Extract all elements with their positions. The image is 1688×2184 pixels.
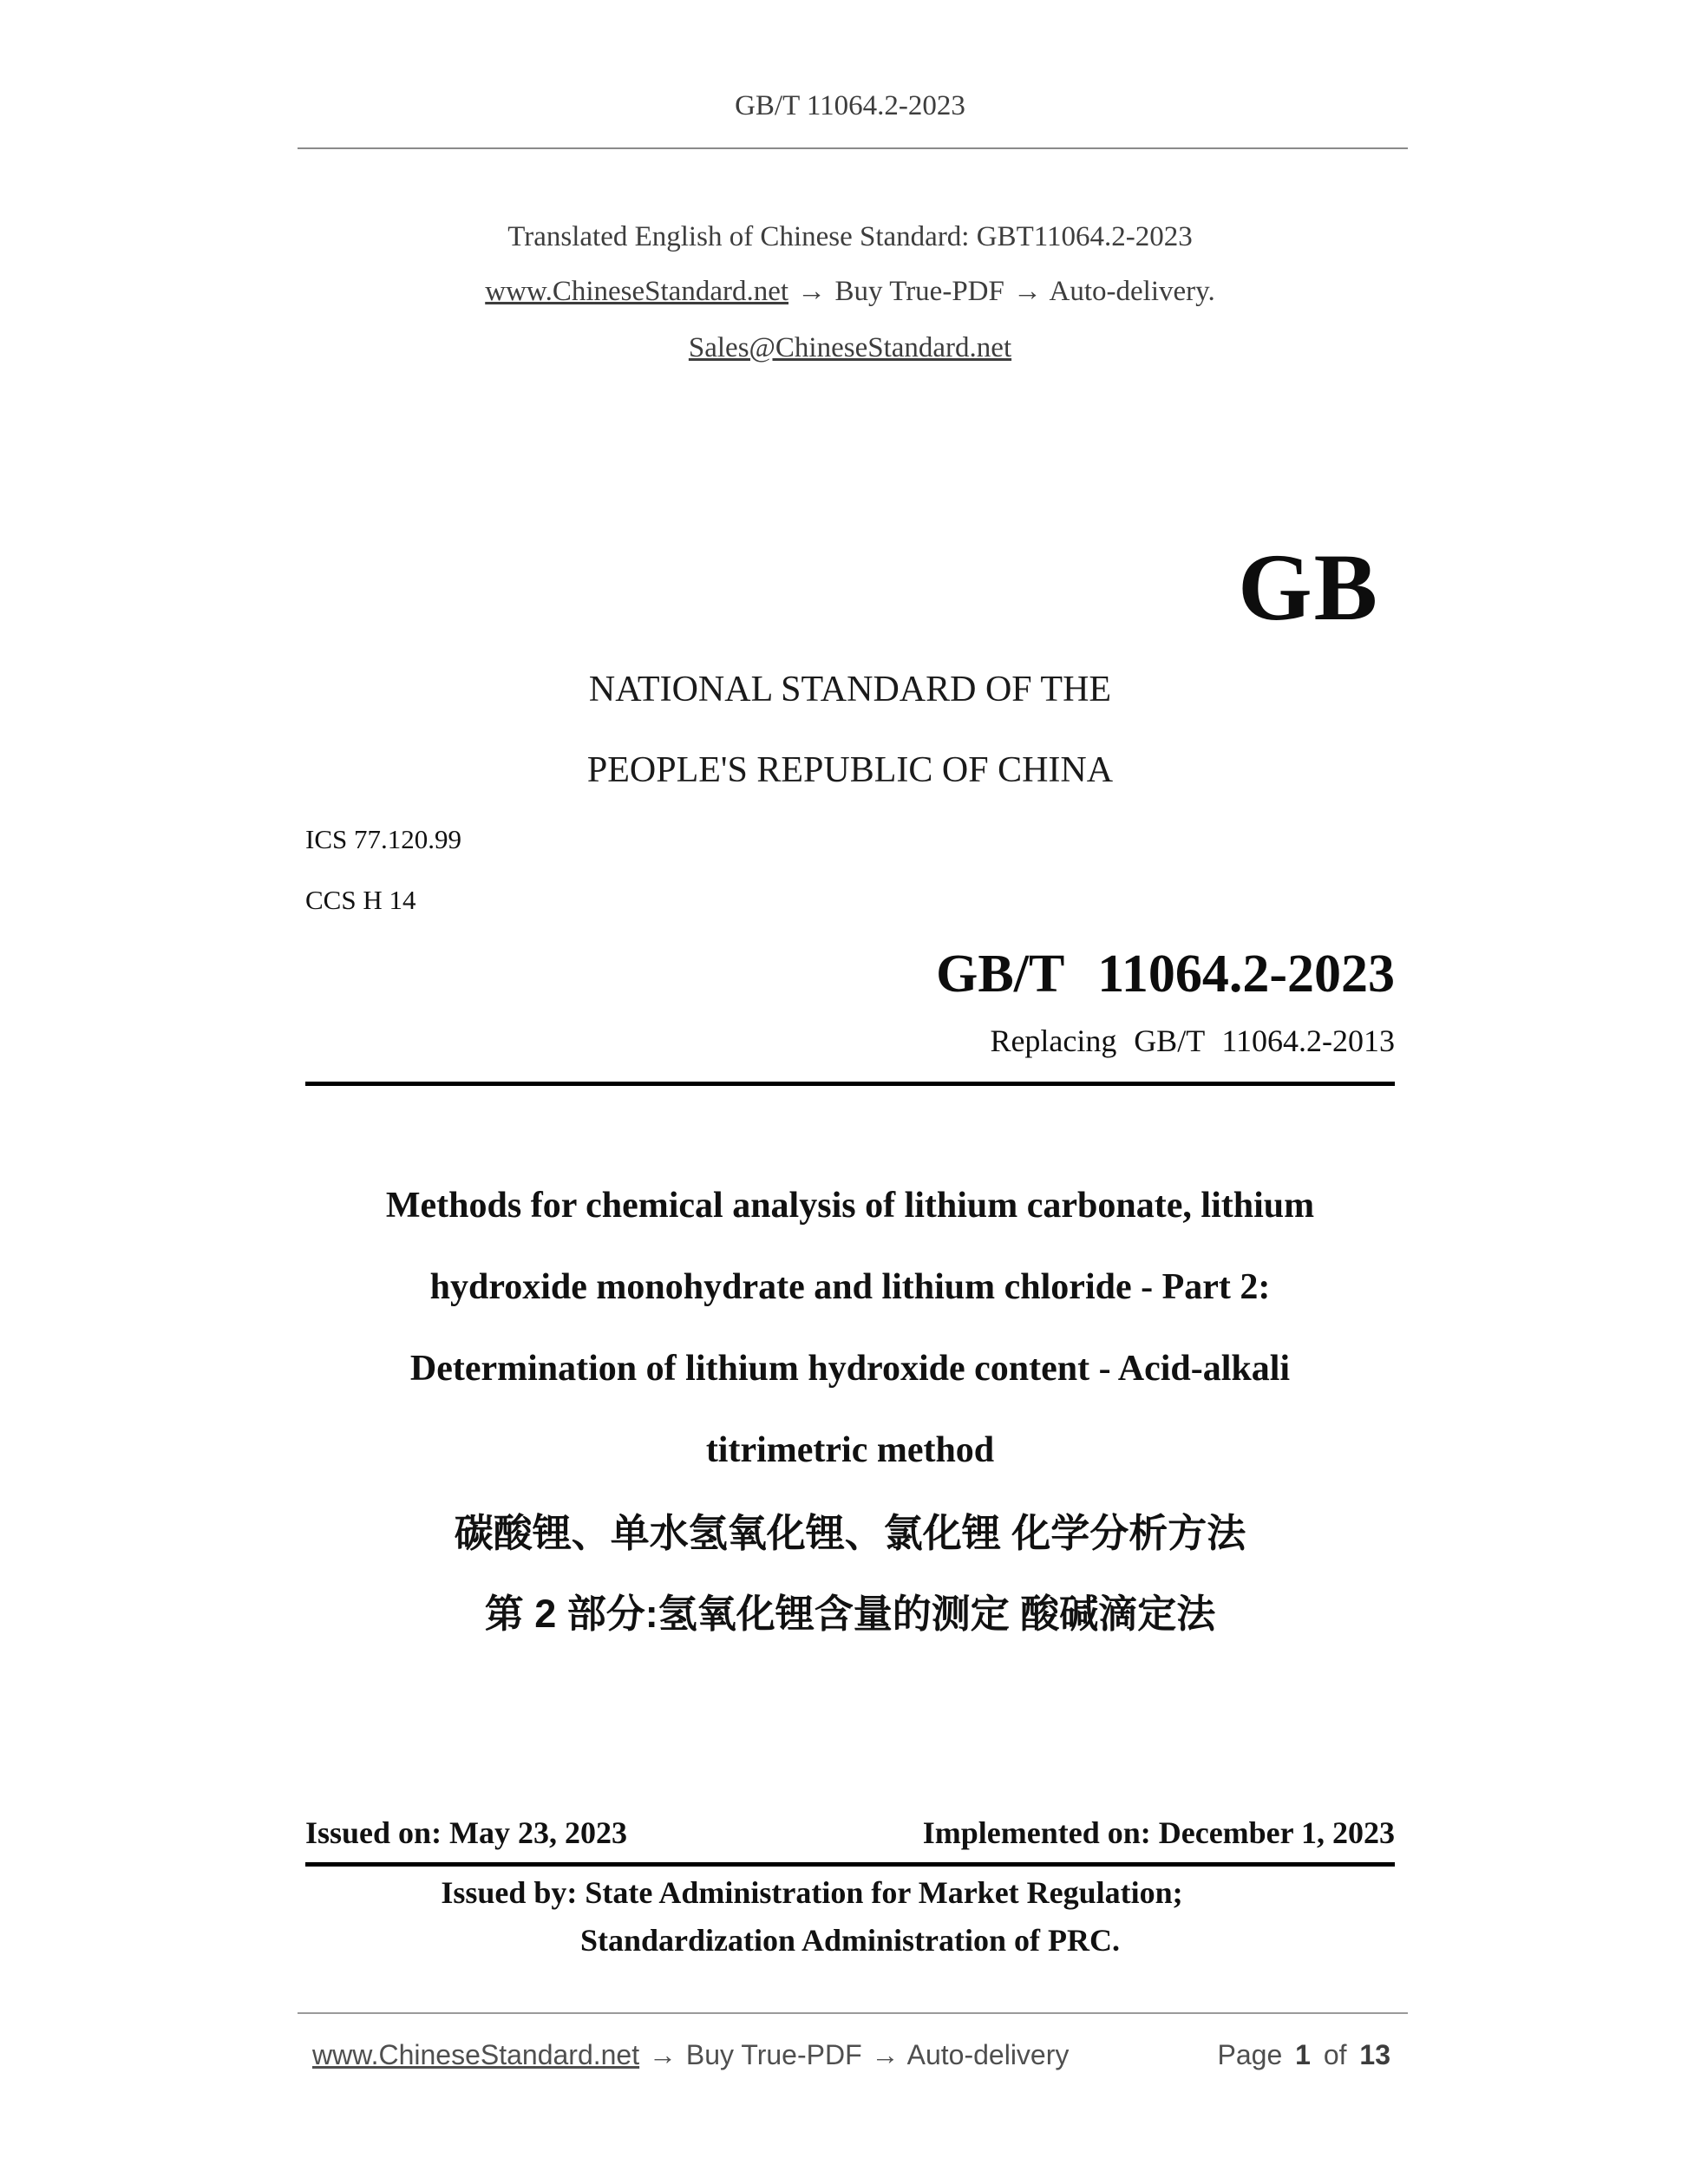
buy-true-pdf-text: Buy True-PDF — [834, 276, 1004, 307]
site-link[interactable]: www.ChineseStandard.net — [485, 276, 789, 307]
replacing-note: Replacing GB/T 11064.2-2013 — [990, 1023, 1395, 1058]
right-arrow-icon: → — [649, 2039, 677, 2070]
footer-site-link[interactable]: www.ChineseStandard.net — [312, 2039, 640, 2070]
title-line: titrimetric method — [705, 1430, 995, 1470]
title-zh-line: 第 2 部分:氢氧化锂含量的测定 酸碱滴定法 — [484, 1592, 1216, 1636]
title-line: hydroxide monohydrate and lithium chloride - Part 2: — [429, 1267, 1271, 1307]
total-page-number: 13 — [1359, 2039, 1390, 2070]
ccs-code: CCS H 14 — [305, 885, 416, 915]
issued-by-line1: Issued by: State Administration for Market Regulation; — [441, 1875, 1183, 1910]
gb-logo: GB — [1238, 534, 1379, 640]
masthead-rule — [305, 1082, 1395, 1086]
translated-line: Translated English of Chinese Standard: GBT11064.2-2023 — [507, 221, 1193, 252]
title-zh-line: 碳酸锂、单水氢氧化锂、氯化锂 化学分析方法 — [454, 1511, 1246, 1555]
title-english — [305, 1165, 1395, 1491]
implemented-on-date: Implemented on: December 1, 2023 — [922, 1815, 1395, 1850]
title-chinese — [305, 1493, 1395, 1654]
sales-email-link[interactable]: Sales@ChineseStandard.net — [688, 332, 1012, 363]
issue-rule — [305, 1862, 1395, 1867]
page-header-doc-code: GB/T 11064.2-2023 — [735, 90, 965, 121]
standard-number: GB/T 11064.2-2023 — [936, 945, 1395, 1004]
issued-on-date: Issued on: May 23, 2023 — [305, 1815, 628, 1850]
issued-by-line2: Standardization Administration of PRC. — [579, 1923, 1121, 1958]
page-indicator — [305, 2040, 1390, 2070]
auto-delivery-text: Auto-delivery. — [1049, 276, 1215, 307]
right-arrow-icon: → — [797, 276, 827, 307]
right-arrow-icon: → — [1013, 276, 1043, 307]
right-arrow-icon: → — [871, 2039, 900, 2070]
footer-rule — [298, 2012, 1408, 2014]
national-standard-line1: NATIONAL STANDARD OF THE — [588, 670, 1112, 709]
ics-code: ICS 77.120.99 — [305, 824, 461, 854]
buy-link-line — [305, 276, 1395, 307]
of-label: of — [1323, 2039, 1347, 2070]
title-line: Determination of lithium hydroxide content - Acid-alkali — [409, 1349, 1291, 1389]
title-line: Methods for chemical analysis of lithium carbonate, lithium — [385, 1186, 1315, 1226]
page-label: Page — [1217, 2039, 1283, 2070]
header-rule — [298, 147, 1408, 149]
footer-buy-true-pdf-text: Buy True-PDF — [685, 2039, 862, 2070]
email-line — [305, 332, 1395, 363]
footer-auto-delivery-text: Auto-delivery — [906, 2039, 1070, 2070]
current-page-number: 1 — [1295, 2039, 1311, 2070]
national-standard-line2: PEOPLE'S REPUBLIC OF CHINA — [586, 750, 1114, 790]
